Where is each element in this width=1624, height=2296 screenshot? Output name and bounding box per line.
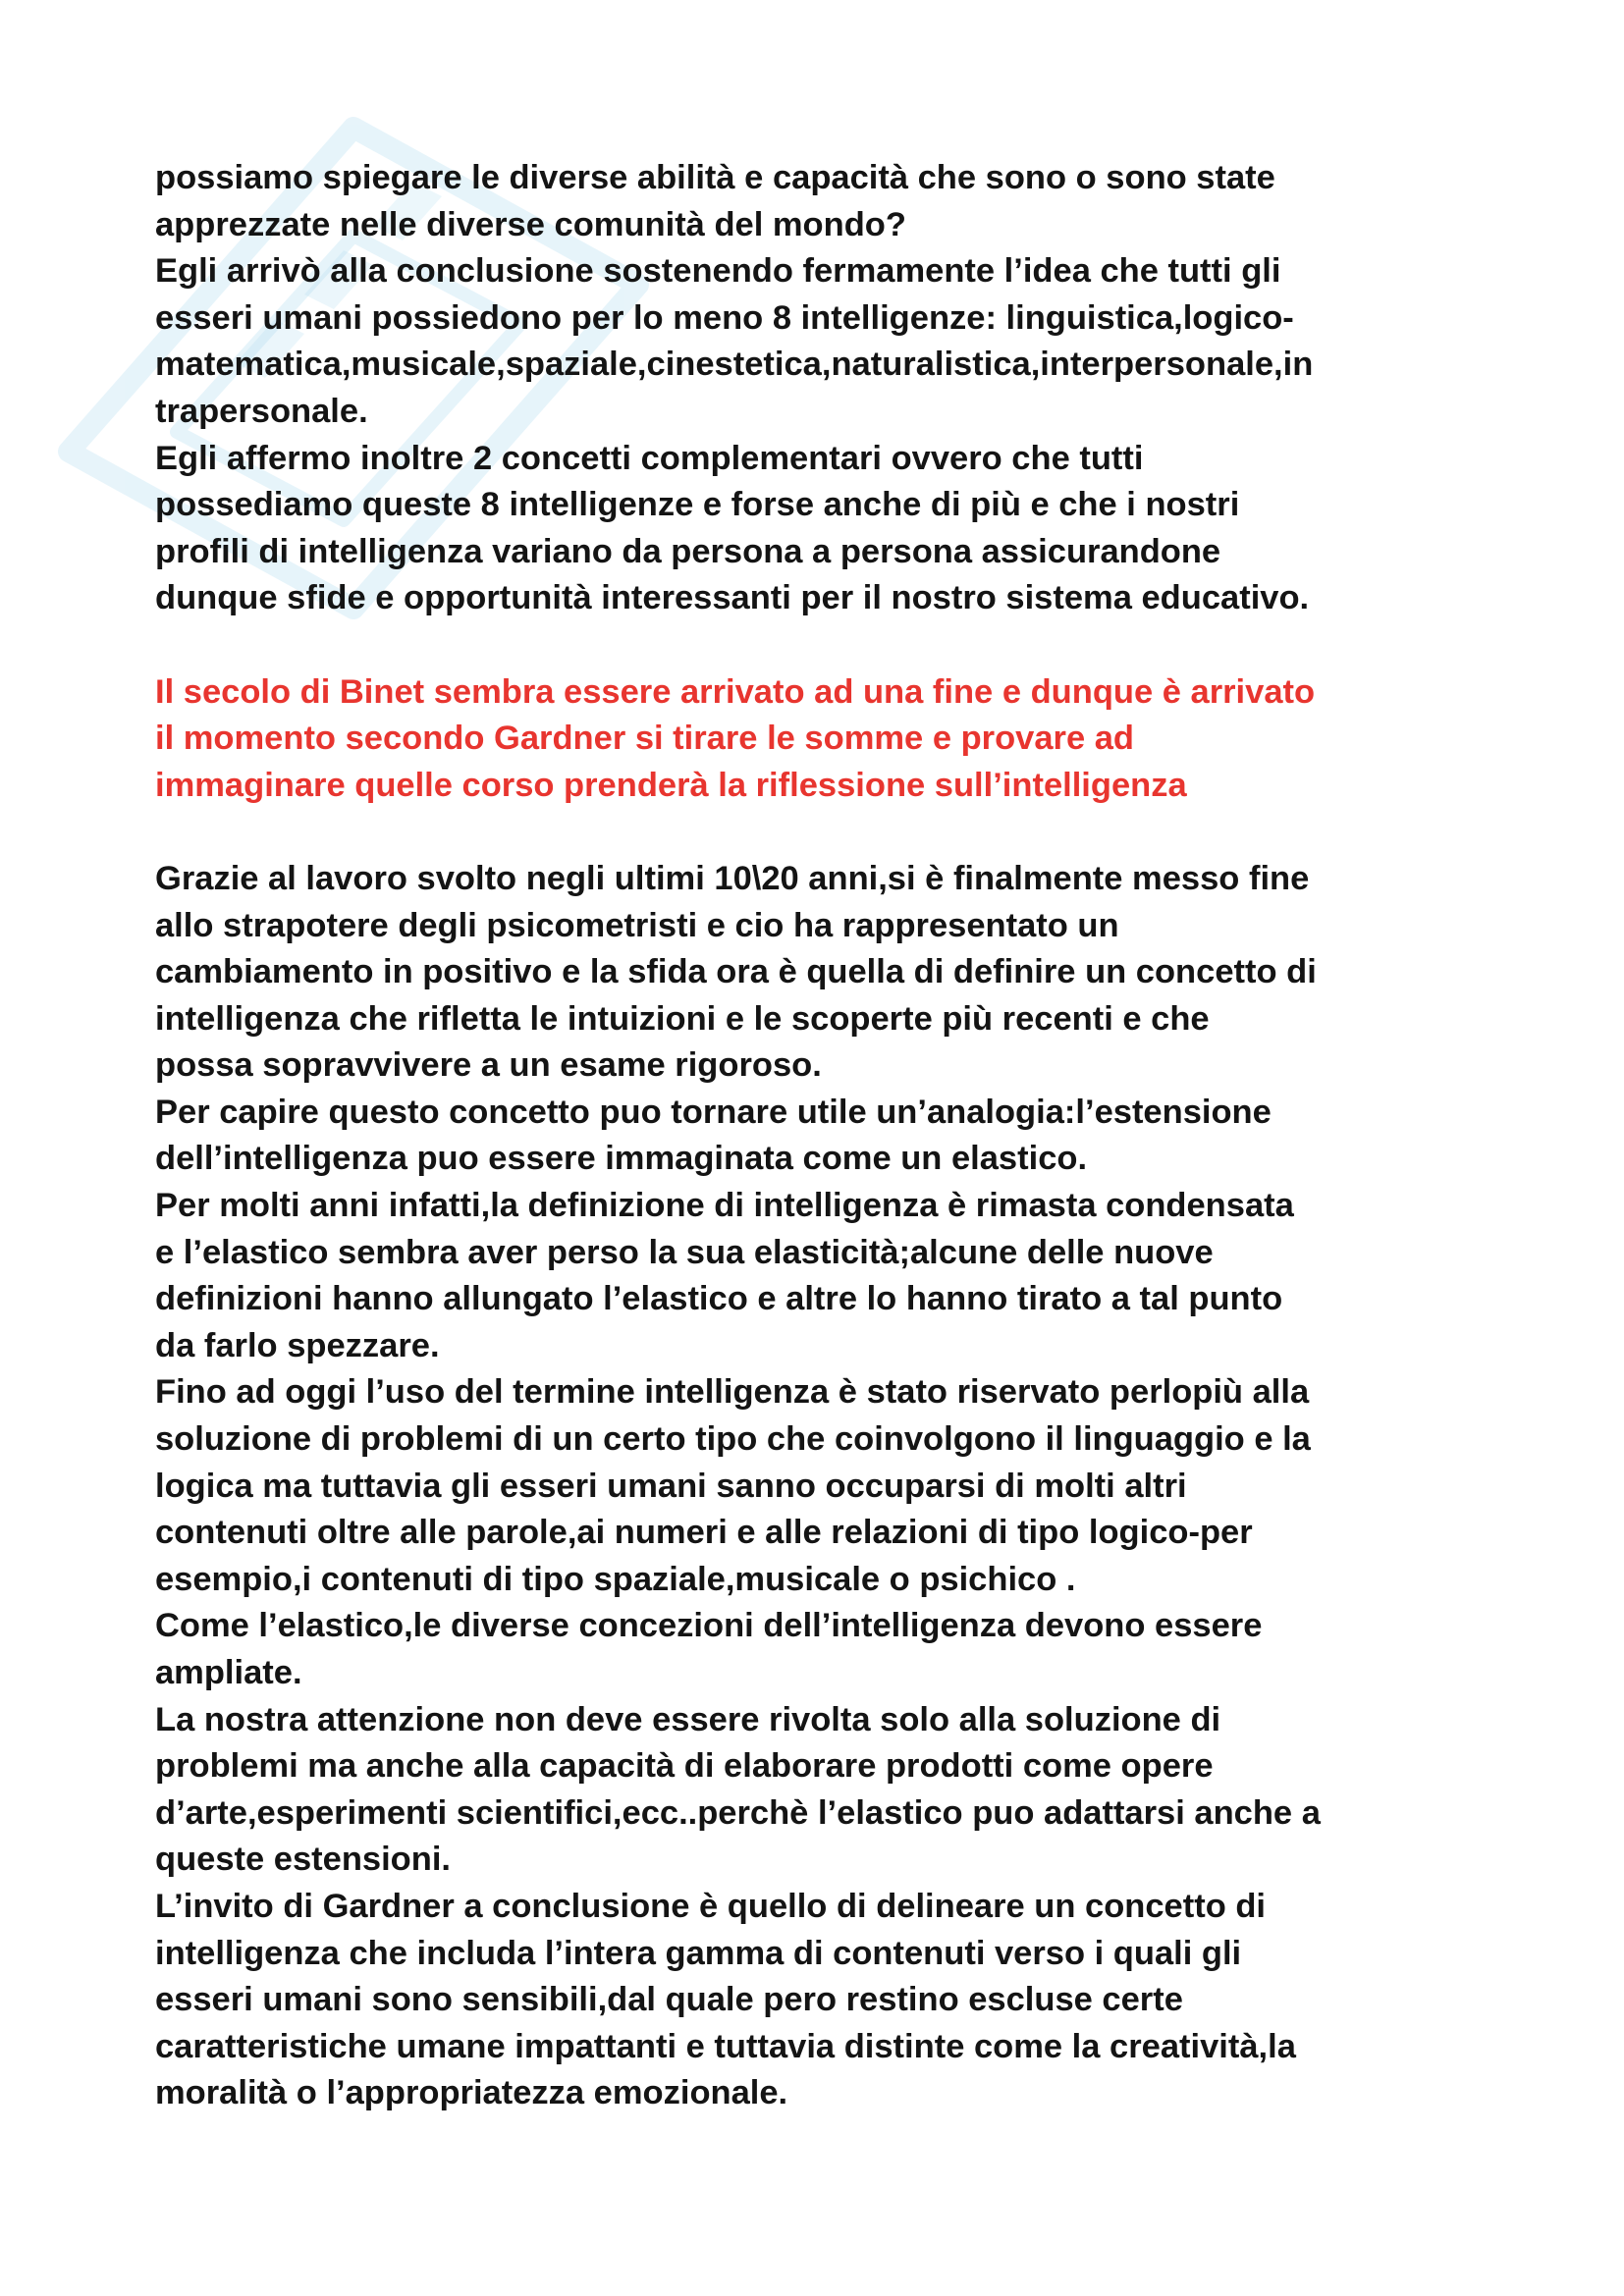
text-line: problemi ma anche alla capacità di elaborare prodotti come opere: [155, 1747, 1214, 1786]
text-line: il momento secondo Gardner si tirare le somme e provare ad: [155, 720, 1134, 758]
text-line: La nostra attenzione non deve essere rivolta solo alla soluzione di: [155, 1700, 1221, 1738]
text-line: Fino ad oggi l’uso del termine intelligenza è stato riservato perlopiù alla: [155, 1373, 1310, 1412]
text-line: Come l’elastico,le diverse concezioni dell’intelligenza devono essere: [155, 1607, 1263, 1645]
text-line: immaginare quelle corso prenderà la riflessione sull’intelligenza: [155, 766, 1187, 804]
text-line: definizioni hanno allungato l’elastico e altre lo hanno tirato a tal punto: [155, 1280, 1283, 1318]
text-line: matematica,musicale,spaziale,cinestetica,naturalistica,interpersonale,in: [155, 346, 1314, 384]
text-line: esseri umani sono sensibili,dal quale pero restino escluse certe: [155, 1981, 1183, 2019]
text-line: ampliate.: [155, 1654, 302, 1691]
text-line: possediamo queste 8 intelligenze e forse anche di più e che i nostri: [155, 486, 1240, 524]
text-line: Il secolo di Binet sembra essere arrivato ad una fine e dunque è arrivato: [155, 672, 1316, 711]
paragraph-intro: [155, 155, 1510, 622]
text-line: Egli affermo inoltre 2 concetti complementari ovvero che tutti: [155, 439, 1144, 477]
text-line: L’invito di Gardner a conclusione è quello di delineare un concetto di: [155, 1887, 1267, 1925]
text-line: cambiamento in positivo e la sfida ora è quella di definire un concetto di: [155, 953, 1317, 991]
text-line: dell’intelligenza puo essere immaginata come un elastico.: [155, 1140, 1088, 1178]
document-page: [155, 155, 1510, 2117]
text-line: caratteristiche umane impattanti e tuttavia distinte come la creatività,la: [155, 2027, 1296, 2065]
text-line: d’arte,esperimenti scientifici,ecc..perchè l’elastico puo adattarsi anche a: [155, 1793, 1321, 1832]
paragraph-spacer: [155, 809, 1510, 856]
text-line: profili di intelligenza variano da persona a persona assicurandone: [155, 532, 1221, 570]
text-line: logica ma tuttavia gli esseri umani sanno occuparsi di molti altri: [155, 1467, 1187, 1505]
text-line: allo strapotere degli psicometristi e cio ha rappresentato un: [155, 906, 1119, 944]
text-line: soluzione di problemi di un certo tipo che coinvolgono il linguaggio e la: [155, 1420, 1311, 1459]
text-line: esempio,i contenuti di tipo spaziale,musicale o psichico .: [155, 1560, 1076, 1598]
text-line: moralità o l’appropriatezza emozionale.: [155, 2074, 788, 2112]
paragraph-body: [155, 856, 1510, 2117]
text-line: Egli arrivò alla conclusione sostenendo fermamente l’idea che tutti gli: [155, 252, 1281, 291]
text-line: Per capire questo concetto puo tornare utile un’analogia:l’estensione: [155, 1093, 1272, 1131]
text-line: contenuti oltre alle parole,ai numeri e alle relazioni di tipo logico-per: [155, 1514, 1253, 1552]
text-line: e l’elastico sembra aver perso la sua elasticità;alcune delle nuove: [155, 1233, 1214, 1271]
text-line: possiamo spiegare le diverse abilità e capacità che sono o sono state: [155, 159, 1275, 196]
text-line: intelligenza che rifletta le intuizioni e le scoperte più recenti e che: [155, 999, 1210, 1038]
text-line: apprezzate nelle diverse comunità del mondo?: [155, 205, 906, 243]
text-line: intelligenza che includa l’intera gamma di contenuti verso i quali gli: [155, 1934, 1242, 1972]
text-line: esseri umani possiedono per lo meno 8 intelligenze: linguistica,logico-: [155, 298, 1294, 337]
text-line: queste estensioni.: [155, 1841, 451, 1879]
text-line: da farlo spezzare.: [155, 1326, 440, 1364]
text-line: trapersonale.: [155, 392, 368, 430]
text-line: dunque sfide e opportunità interessanti per il nostro sistema educativo.: [155, 579, 1310, 617]
text-line: possa sopravvivere a un esame rigoroso.: [155, 1046, 822, 1085]
text-line: Grazie al lavoro svolto negli ultimi 10\20 anni,si è finalmente messo fine: [155, 859, 1310, 897]
text-line: Per molti anni infatti,la definizione di intelligenza è rimasta condensata: [155, 1187, 1294, 1225]
paragraph-spacer: [155, 622, 1510, 669]
paragraph-binet-highlight: [155, 669, 1510, 810]
